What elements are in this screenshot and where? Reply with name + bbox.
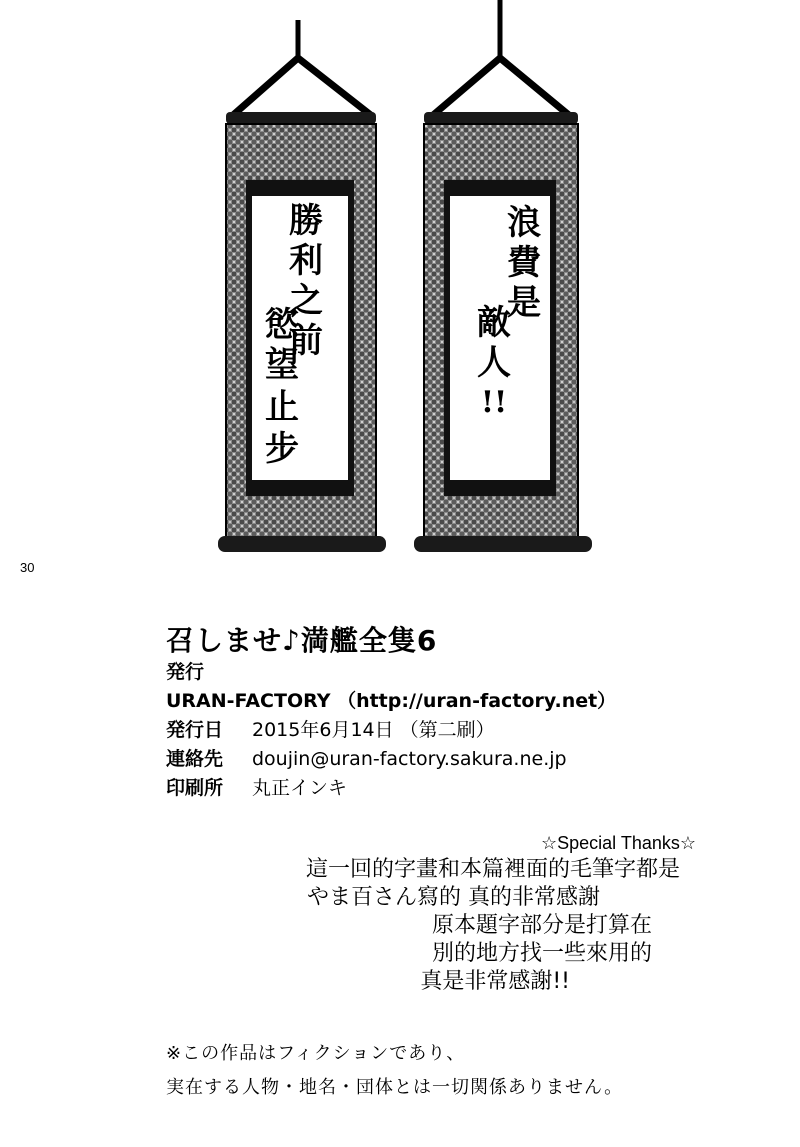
- left-scroll-char: 之: [289, 281, 323, 321]
- fiction-disclaimer: [166, 1037, 726, 1105]
- left-scroll-top-rod: [226, 112, 376, 124]
- thanks-line: 別的地方找一些來用的: [431, 941, 652, 966]
- right-scroll-string: [432, 58, 570, 116]
- publisher-label-row: [166, 658, 726, 687]
- left-scroll: [218, 20, 386, 552]
- printer-label: 印刷所: [166, 777, 224, 799]
- left-scroll-char: 止: [265, 387, 299, 427]
- disclaimer-line-1: ※この作品はフィクションであり、: [166, 1043, 466, 1064]
- right-scroll: [414, 0, 592, 552]
- contact-row: [166, 745, 726, 774]
- colophon: [166, 624, 726, 803]
- right-scroll-char: 敵: [477, 303, 511, 343]
- left-scroll-char: 慾: [265, 305, 299, 345]
- issue-date-value: 2015年6月14日 （第二刷）: [252, 719, 495, 741]
- issue-date-label: 発行日: [166, 719, 224, 741]
- right-scroll-bottom-rod: [414, 536, 592, 552]
- page-number: 30: [20, 560, 35, 575]
- right-scroll-char: !!: [480, 385, 508, 420]
- thanks-line: 這一回的字畫和本篇裡面的毛筆字都是: [305, 857, 680, 882]
- publisher-row: [166, 687, 726, 716]
- publisher-label: 発行: [166, 661, 205, 683]
- disclaimer-line-2: 実在する人物・地名・団体とは一切関係ありません。: [166, 1077, 624, 1098]
- thanks-line: 原本題字部分是打算在: [431, 913, 652, 938]
- book-title: 召しませ♪満艦全隻6: [166, 624, 438, 657]
- left-scroll-char: 步: [265, 429, 299, 469]
- left-scroll-char: 望: [265, 345, 299, 385]
- right-scroll-char: 人: [477, 343, 511, 383]
- left-scroll-char: 利: [289, 241, 323, 281]
- left-scroll-char: 前: [289, 321, 323, 361]
- right-scroll-char: 是: [507, 283, 541, 323]
- printer-name: 丸正インキ: [252, 777, 348, 799]
- right-scroll-top-rod: [424, 112, 578, 124]
- special-thanks-heading: ☆Special Thanks☆: [540, 833, 696, 853]
- left-scroll-string: [232, 58, 372, 116]
- contact-label: 連絡先: [166, 748, 224, 770]
- special-thanks: [280, 830, 700, 996]
- left-scroll-char: 勝: [289, 201, 323, 241]
- printer-row: [166, 774, 726, 803]
- thanks-line: やま百さん寫的 真的非常感謝: [307, 885, 600, 910]
- thanks-line: 真是非常感謝!!: [420, 969, 570, 994]
- publisher-name: URAN-FACTORY （http://uran-factory.net）: [166, 690, 617, 712]
- issue-date-row: [166, 716, 726, 745]
- right-scroll-char: 浪: [507, 203, 541, 243]
- right-scroll-char: 費: [507, 243, 541, 283]
- left-scroll-bottom-rod: [218, 536, 386, 552]
- contact-email: doujin@uran-factory.sakura.ne.jp: [252, 748, 567, 770]
